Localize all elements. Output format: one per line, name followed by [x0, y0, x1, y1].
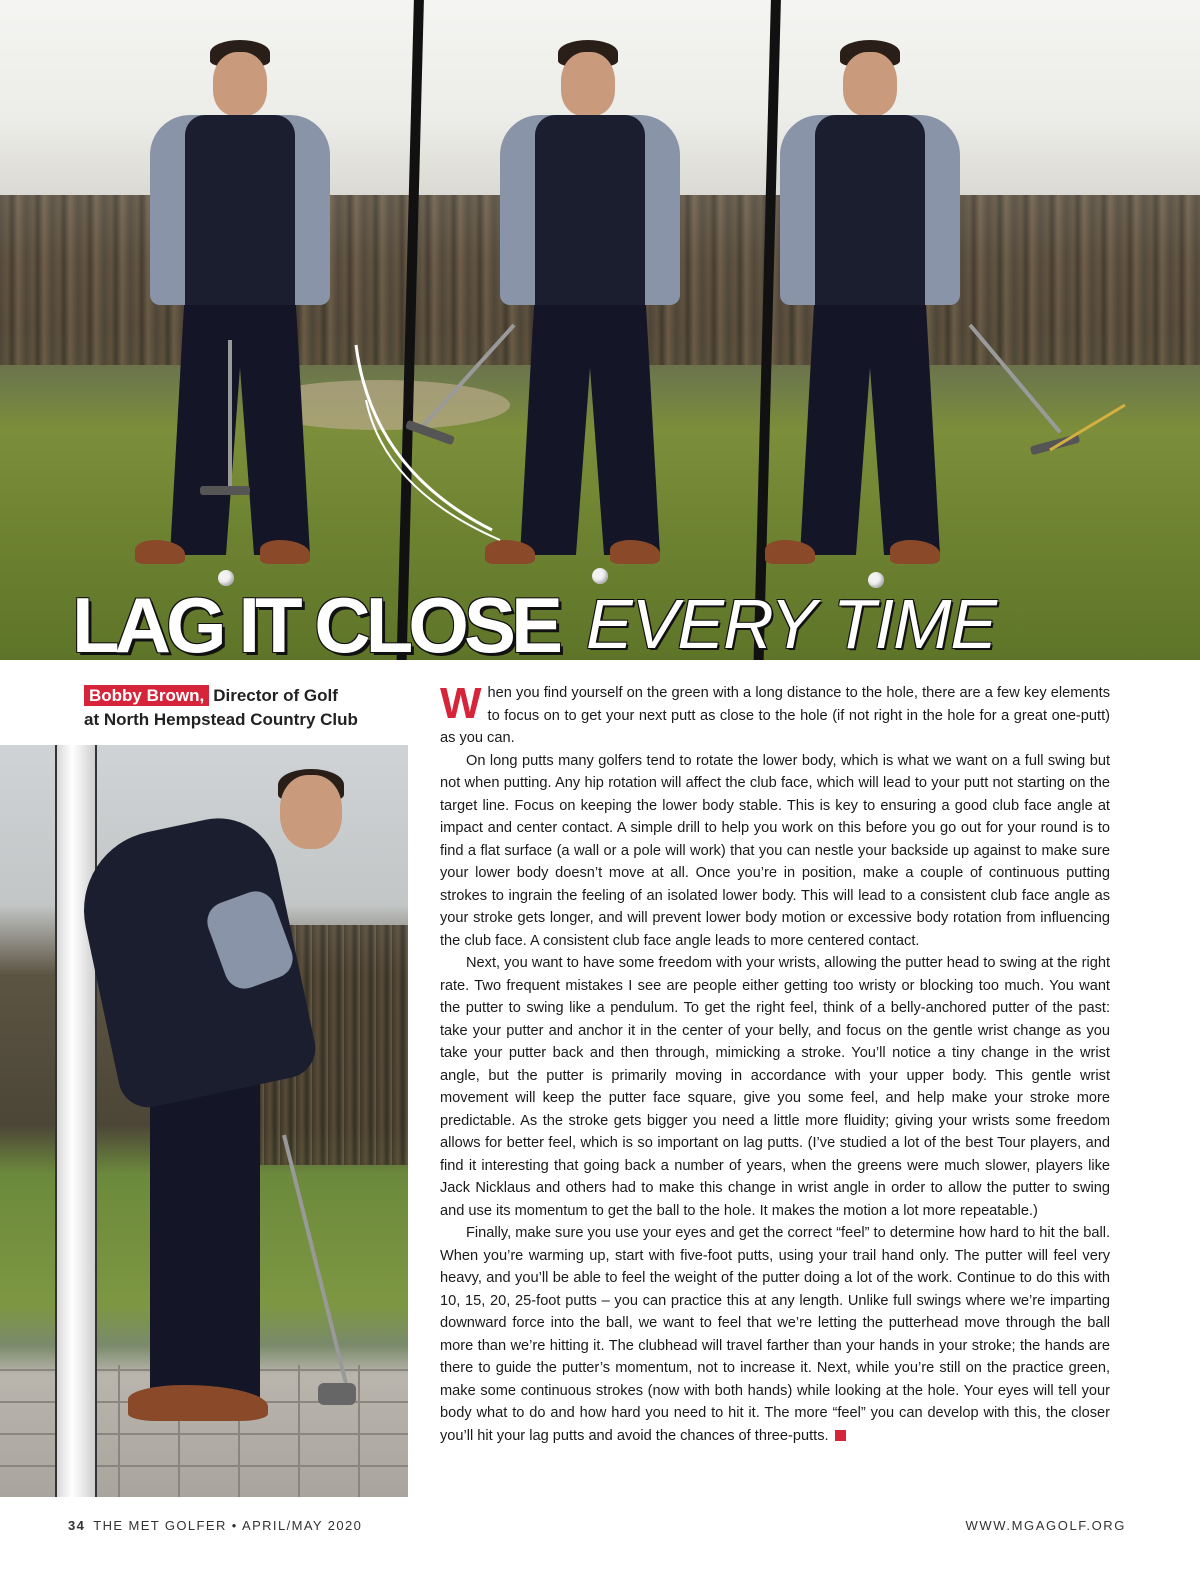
- page-footer-left: [68, 1518, 362, 1533]
- article-body: [440, 679, 1110, 1447]
- hero-photo-sequence: [0, 0, 1200, 660]
- golfer-drill-photo: [0, 745, 408, 1497]
- swing-arc-graphic: [0, 0, 1200, 660]
- author-title-line2: at North Hempstead Country Club: [84, 710, 358, 729]
- headline-bold: LAG IT CLOSE: [72, 581, 558, 660]
- author-title-line1: Director of Golf: [213, 686, 338, 705]
- publication-info: THE MET GOLFER • APRIL/MAY 2020: [93, 1518, 363, 1533]
- article-paragraph: Finally, make sure you use your eyes and get the correct “feel” to determine how hard to hit the ball. When you’re warming up, start with five-foot putts, using your trail hand only. The putter will feel very heavy, and you’ll be able to feel the weight of the putter doing a lot of the work. Continue to do this with 10, 15, 20, 25-foot putts – you can practice this at any length. Unlike full swings where we’re imparting downward force into the ball, we want to feel that we’re letting the putterhead move through the ball more than we’re hitting it. The clubhead will travel farther than your hands in your stroke; the hands are there to guide the putter’s momentum, not to increase it. Next, while you’re still on the practice green, make some continuous strokes (now with both hands) while looking at the hole. Your eyes will tell your body what to do and how hard you need to hit it. The more “feel” you can develop with this, the closer you’ll hit your lag putts and avoid the chances of three-putts.: [440, 1225, 1110, 1444]
- article-paragraph: On long putts many golfers tend to rotate the lower body, which is what we want on a full swing but not when putting. Any hip rotation will affect the club face, which will lead to your putt not starting on the target line. Focus on keeping the lower body stable. This is key to ensuring a good club face angle at impact and center contact. A simple drill to help you work on this before you go out for your round is to find a flat surface (a wall or a pole will work) that you can nestle your backside up against to make sure your lower body doesn’t move at all. Once you’re in position, make a couple of continuous putting strokes to ingrain the feeling of an isolated lower body. This will lead to a consistent club face angle as your stroke gets longer, and will prevent lower body motion or excessive body rotation from influencing the club face. A consistent club face angle leads to more centered contact.: [440, 752, 1110, 949]
- author-name: Bobby Brown,: [84, 685, 209, 706]
- website-url: WWW.MGAGOLF.ORG: [965, 1518, 1126, 1533]
- article-paragraph: When you find yourself on the green with a long distance to the hole, there are a few key elements to focus on to get your next putt as close to the hole (if not right in the hole for a great one-putt) as you can.: [440, 679, 1110, 746]
- headline-light: EVERY TIME: [586, 585, 997, 660]
- headline: [72, 580, 1172, 660]
- article-paragraph: Next, you want to have some freedom with your wrists, allowing the putter head to swing at the right rate. Two frequent mistakes I see are people either getting too wristy or blocking too much. You want the putter to swing like a pendulum. To get the right feel, think of a belly-anchored putter of the past: take your putter and anchor it in the center of your belly, and focus on the gentle wrist change as you take your putter back and then through, mimicking a stroke. You’ll notice a tiny change in the wrist angle, but the putter is primarily moving in accordance with your upper body. This gentle wrist movement will keep the putter face square, give you some feel, and help make your stroke more predictable. As the stroke gets bigger you need a little more fluidity; giving your wrists some freedom allows for better feel, which is so important on lag putts. (I’ve studied a lot of the best Tour players, and find it interesting that going back a number of years, when the greens were much slower, players like Jack Nicklaus and others had to make this change in wrist angle in order to allow the putter to swing and use its momentum to get the ball to the hole. It makes the motion a lot more repeatable.): [440, 955, 1110, 1219]
- page-number: 34: [68, 1518, 86, 1533]
- drop-cap: W: [440, 679, 482, 728]
- end-mark: [835, 1430, 846, 1441]
- author-byline: [84, 684, 414, 732]
- white-pole: [55, 745, 97, 1497]
